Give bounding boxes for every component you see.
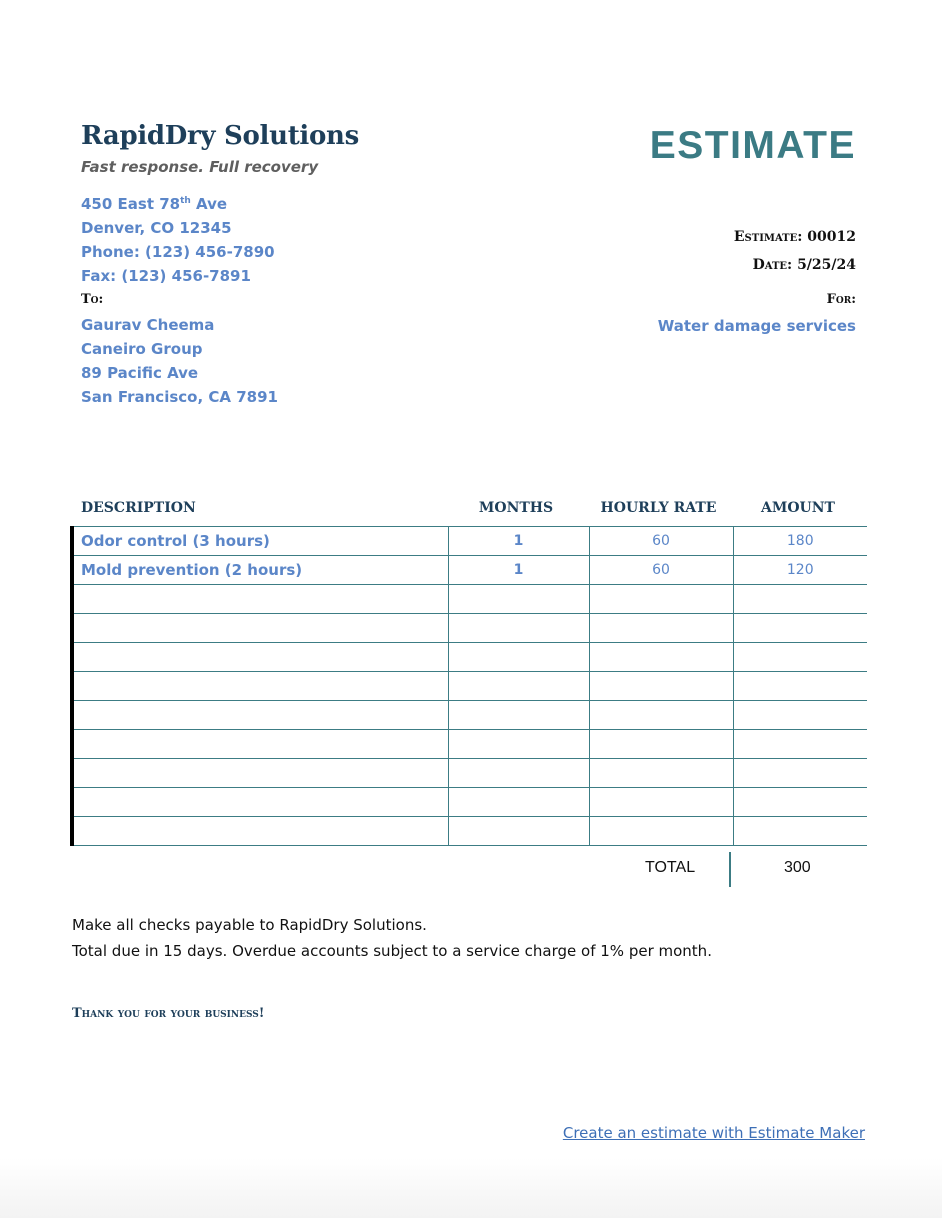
row-hourly-rate [589, 614, 733, 643]
row-description [72, 614, 448, 643]
for-label: For: [826, 292, 856, 307]
bill-to-company: Caneiro Group [81, 340, 203, 358]
company-phone: Phone: (123) 456-7890 [81, 243, 275, 261]
estimate-number: 00012 [807, 229, 856, 245]
row-hourly-rate: 60 [589, 527, 733, 556]
row-description: Mold prevention (2 hours) [72, 556, 448, 585]
row-description [72, 788, 448, 817]
row-description: Odor control (3 hours) [72, 527, 448, 556]
row-months [448, 759, 589, 788]
row-description [72, 585, 448, 614]
estimate-maker-link[interactable]: Create an estimate with Estimate Maker [562, 1124, 865, 1142]
row-months: 1 [448, 527, 589, 556]
row-description [72, 701, 448, 730]
table-row [72, 817, 867, 846]
row-amount [733, 817, 867, 846]
row-description [72, 759, 448, 788]
row-months [448, 672, 589, 701]
row-hourly-rate [589, 672, 733, 701]
row-amount [733, 701, 867, 730]
total-value: 300 [784, 859, 811, 876]
estimate-number-label: Estimate: [733, 229, 803, 245]
table-row [72, 643, 867, 672]
company-name: RapidDry Solutions [81, 121, 359, 151]
row-amount: 120 [733, 556, 867, 585]
table-row [72, 527, 867, 556]
estimate-number-row [734, 229, 856, 245]
table-row [72, 556, 867, 585]
row-amount [733, 585, 867, 614]
row-months [448, 701, 589, 730]
row-description [72, 817, 448, 846]
row-hourly-rate [589, 643, 733, 672]
row-hourly-rate: 60 [589, 556, 733, 585]
row-description [72, 643, 448, 672]
table-row [72, 672, 867, 701]
company-address-street: 450 East 78th Ave [81, 195, 228, 213]
row-amount [733, 759, 867, 788]
for-value: Water damage services [657, 317, 856, 335]
estimate-date: 5/25/24 [797, 257, 856, 273]
header-hourly-rate: HOURLY RATE [600, 500, 717, 516]
row-months [448, 730, 589, 759]
terms-note: Total due in 15 days. Overdue accounts subject to a service charge of 1% per month. [72, 942, 712, 960]
row-hourly-rate [589, 759, 733, 788]
thank-you-message: Thank you for your business! [72, 1006, 265, 1021]
header-description: DESCRIPTION [81, 500, 196, 516]
table-row [72, 701, 867, 730]
bill-to-street: 89 Pacific Ave [81, 364, 199, 382]
row-months [448, 643, 589, 672]
estimate-date-row [753, 257, 856, 273]
estimate-date-label: Date: [752, 257, 793, 273]
payable-note: Make all checks payable to RapidDry Solutions. [72, 916, 427, 934]
row-description [72, 730, 448, 759]
document-title: ESTIMATE [649, 124, 856, 167]
header-months: MONTHS [478, 500, 554, 516]
row-amount: 180 [733, 527, 867, 556]
row-amount [733, 730, 867, 759]
row-months [448, 817, 589, 846]
row-amount [733, 672, 867, 701]
table-row [72, 585, 867, 614]
row-hourly-rate [589, 730, 733, 759]
company-tagline: Fast response. Full recovery [81, 158, 319, 176]
page-bottom-shade [0, 1158, 942, 1218]
row-amount [733, 643, 867, 672]
company-address-city: Denver, CO 12345 [81, 219, 232, 237]
row-months: 1 [448, 556, 589, 585]
row-amount [733, 614, 867, 643]
company-fax: Fax: (123) 456-7891 [81, 267, 251, 285]
row-hourly-rate [589, 817, 733, 846]
bill-to-city: San Francisco, CA 7891 [81, 388, 278, 406]
total-label: TOTAL [645, 859, 696, 876]
table-row [72, 730, 867, 759]
row-months [448, 788, 589, 817]
row-hourly-rate [589, 585, 733, 614]
row-hourly-rate [589, 788, 733, 817]
table-row [72, 759, 867, 788]
row-description [72, 672, 448, 701]
row-months [448, 614, 589, 643]
total-divider [729, 852, 731, 887]
header-amount: AMOUNT [761, 500, 835, 516]
row-months [448, 585, 589, 614]
bill-to-name: Gaurav Cheema [81, 316, 215, 334]
table-row [72, 788, 867, 817]
bill-to-label: To: [81, 292, 104, 307]
line-items-table [70, 526, 867, 846]
table-row [72, 614, 867, 643]
row-amount [733, 788, 867, 817]
row-hourly-rate [589, 701, 733, 730]
